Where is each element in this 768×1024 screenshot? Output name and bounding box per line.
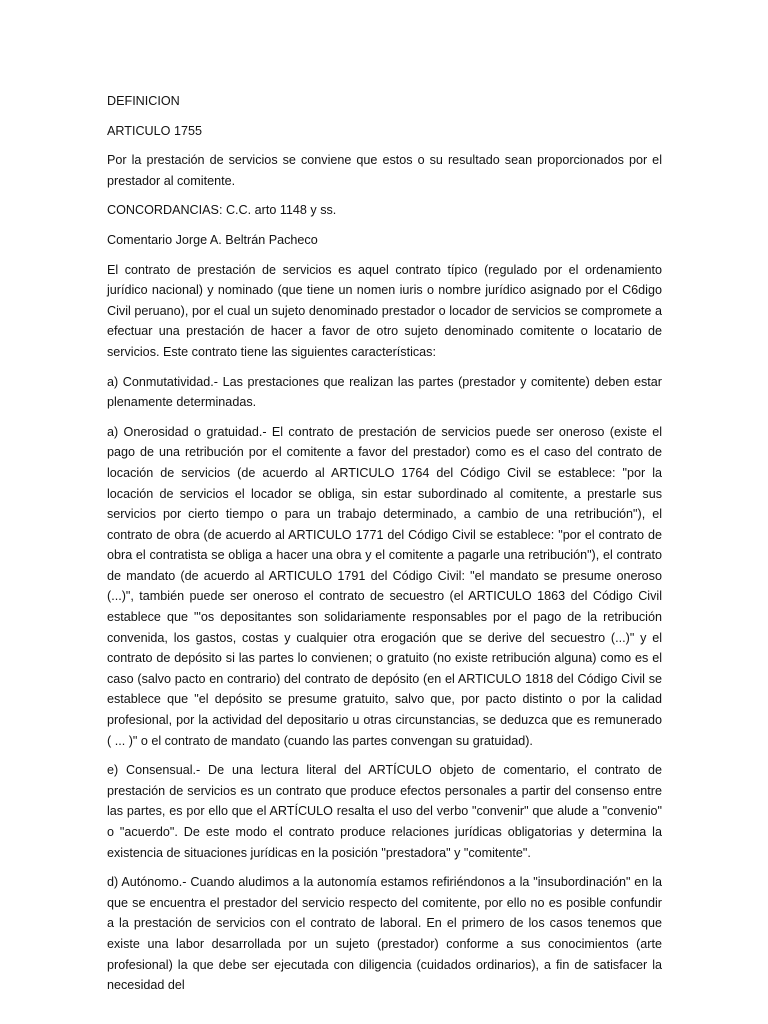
document-heading: DEFINICION	[107, 94, 180, 108]
article-number: ARTICULO 1755	[107, 123, 202, 138]
article-definition: Por la prestación de servicios se conviene que estos o su resultado sean proporcionados por el prestador al comitente.	[107, 153, 662, 188]
body-paragraph-autonomo: d) Autónomo.- Cuando aludimos a la autonomía estamos refiriéndonos a la "insubordinación" en la que se encuentra el prestador del servicio respecto del comitente, por ello no es posible confundir a la prestación de servicios con el contrato de laboral. En el primero de los casos tenemos que existe una labor desarrollada por un sujeto (prestador) conforme a sus conocimientos (arte profesional) la que debe ser ejecutada con diligencia (cuidados ordinarios), a fin de satisfacer la necesidad del	[107, 875, 662, 993]
body-paragraph-consensual: e) Consensual.- De una lectura literal del ARTÍCULO objeto de comentario, el contrato de prestación de servicios es un contrato que produce efectos personales a partir del consenso entre las partes, es por ello que el ARTÍCULO resalta el uso del verbo "convenir" que alude a "convenio" o "acuerdo". De este modo el contrato produce relaciones jurídicas obligatorias y determina la existencia de situaciones jurídicas en la posición "prestadora" y "comitente".	[107, 763, 662, 860]
body-paragraph-onerosidad: a) Onerosidad o gratuidad.- El contrato de prestación de servicios puede ser oneroso (existe el pago de una retribución por el comitente a favor del prestador) como es el caso del contrato de locación de servicios (de acuerdo al ARTICULO 1764 del Código Civil se establece: "por la locación de servicios el locador se obliga, sin estar subordinado al comitente, a prestarle sus servicios por cierto tiempo o para un trabajo determinado, a cambio de una retribución"), el contrato de obra (de acuerdo al ARTICULO 1771 del Código Civil se establece: "por el contrato de obra el contratista se obliga a hacer una obra y el comitente a pagarle una retribución"), el contrato de mandato (de acuerdo al ARTICULO 1791 del Código Civil: "el mandato se presume oneroso (...)", también puede ser oneroso el contrato de secuestro (el ARTICULO 1863 del Código Civil establece que "'os depositantes son solidariamente responsables por el pago de la retribución convenida, los gastos, costas y cualquier otra erogación que se derive del secuestro (...)" y el contrato de depósito si las partes lo convienen; o gratuito (no existe retribución alguna) como es el caso (salvo pacto en contrario) del contrato de depósito (en el ARTICULO 1818 del Código Civil se establece que "el depósito se presume gratuito, salvo que, por pacto distinto o por la calidad profesional, por la actividad del depositario u otras circunstancias, se deduzca que es remunerado ( ... )" o el contrato de mandato (cuando las partes convengan su gratuidad).	[107, 424, 662, 748]
body-paragraph-intro: El contrato de prestación de servicios es aquel contrato típico (regulado por el ordenamiento jurídico nacional) y nominado (que tiene un nomen iuris o nombre jurídico asignado por el C6digo Civil peruano), por el cual un sujeto denominado prestador o locador de servicios se compromete a efectuar una prestación de hacer a favor de otro sujeto denominado comitente o locatario de servicios. Este contrato tiene las siguientes características:	[107, 262, 662, 359]
document-page	[107, 91, 662, 1005]
body-paragraph-conmutatividad: a) Conmutatividad.- Las prestaciones que realizan las partes (prestador y comitente) deben estar plenamente determinadas.	[107, 374, 662, 410]
comment-author: Comentario Jorge A. Beltrán Pacheco	[107, 232, 318, 247]
concordancias: CONCORDANCIAS: C.C. arto 1148 y ss.	[107, 203, 337, 218]
